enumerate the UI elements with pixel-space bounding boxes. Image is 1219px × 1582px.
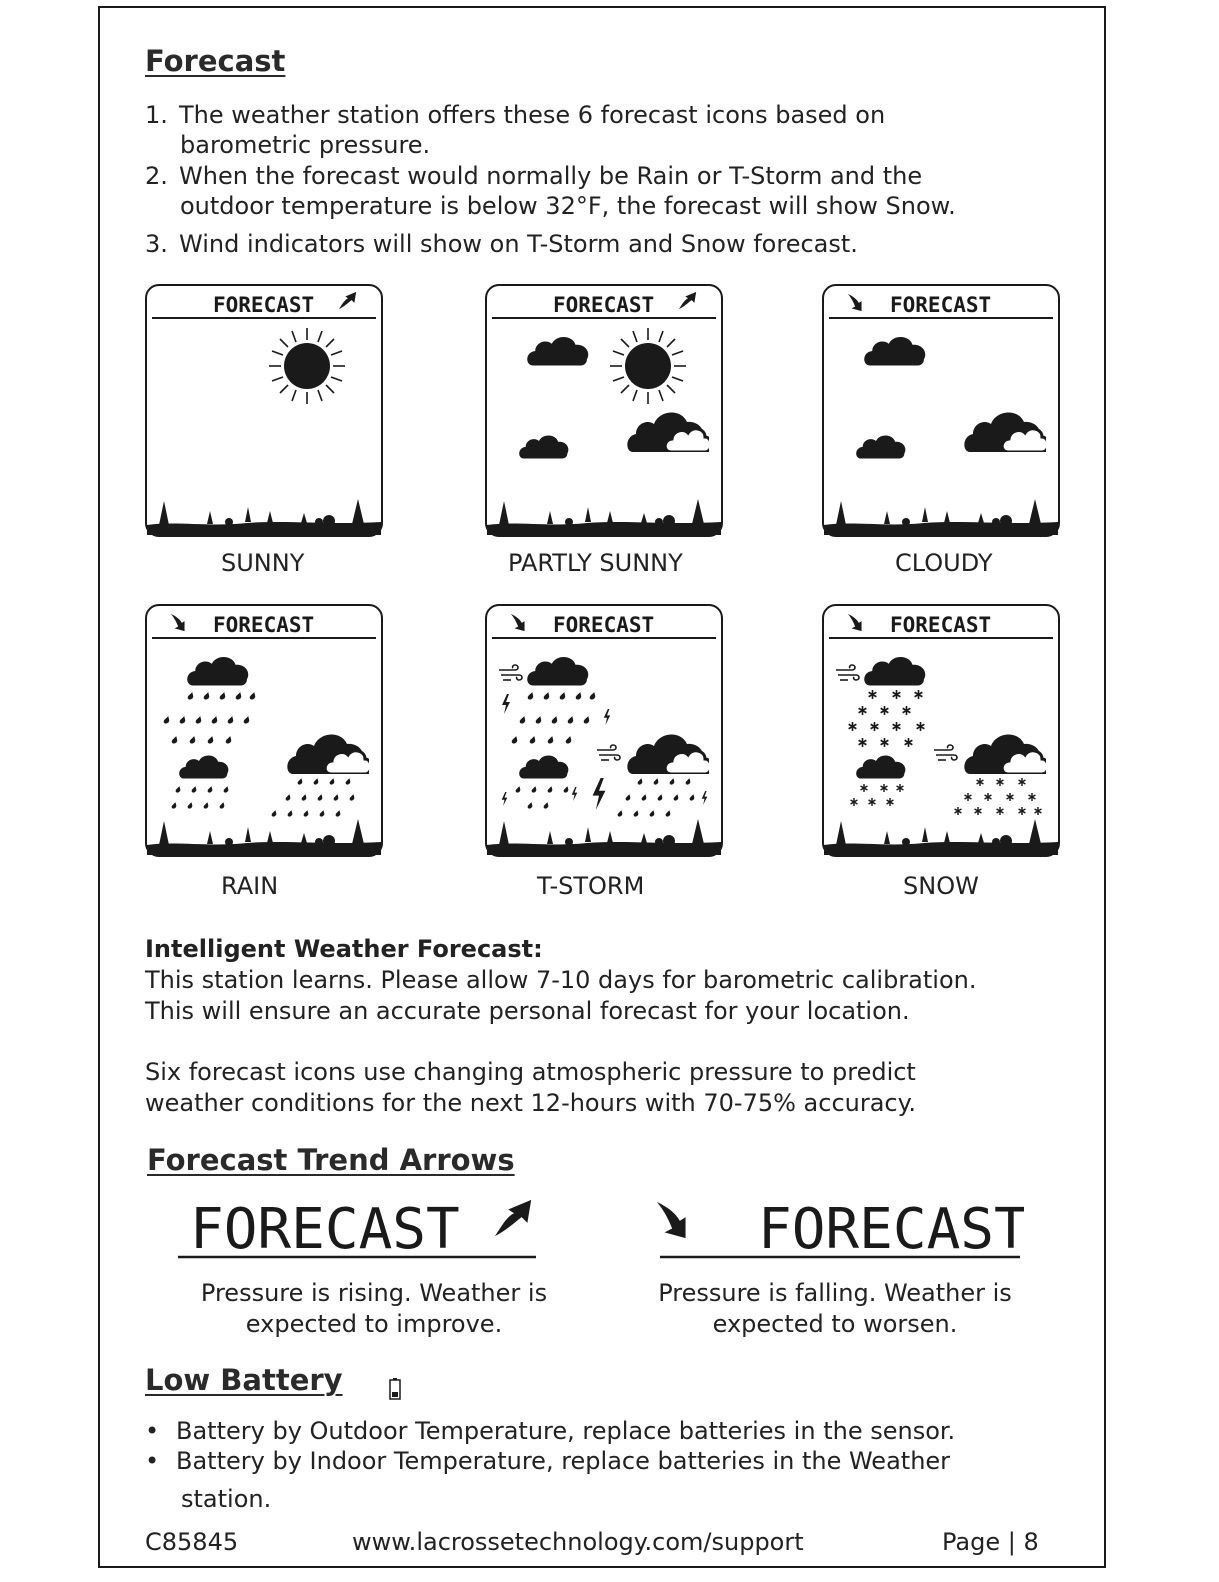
forecast-item-2: [145, 161, 922, 192]
rain-drops-icon: [516, 778, 695, 816]
item-text: Wind indicators will show on T-Storm and Snow forecast.: [179, 230, 858, 258]
battery-bullet-2-cont: station.: [181, 1485, 272, 1513]
rising-line-2: expected to improve.: [245, 1310, 503, 1338]
ground-trees-icon: [487, 819, 721, 855]
wind-icon: [934, 745, 957, 760]
sun-icon: [269, 328, 345, 404]
forecast-panel-rain: [145, 604, 383, 857]
forecast-panel-tstorm: [485, 604, 723, 857]
footer-model: C85845: [145, 1528, 239, 1556]
cloud-icon: [187, 657, 248, 686]
bullet-marker: •: [145, 1417, 160, 1445]
double-cloud-icon: [287, 734, 371, 774]
lightning-bolt-icon: [502, 694, 510, 714]
wind-icon: [597, 745, 620, 760]
double-cloud-icon: [627, 412, 711, 452]
forecast-item-2-cont: outdoor temperature is below 32°F, the forecast will show Snow.: [180, 192, 956, 220]
panel-label: FORECAST: [553, 613, 655, 637]
intelligent-line-2: This will ensure an accurate personal forecast for your location.: [145, 997, 910, 1025]
item-text: When the forecast would normally be Rain or T-Storm and the: [179, 162, 923, 190]
rising-forecast-display: [176, 1192, 540, 1266]
forecast-panel-partly-sunny: [485, 284, 723, 537]
caption-sunny: SUNNY: [221, 549, 305, 577]
falling-description: [638, 1278, 1032, 1340]
caption-partly-sunny: PARTLY SUNNY: [508, 549, 683, 577]
cloud-icon: [519, 435, 568, 458]
low-battery-heading: Low Battery: [145, 1363, 343, 1397]
lightning-bolt-icon: [502, 792, 508, 806]
ground-trees-icon: [824, 499, 1058, 535]
item-number: 1.: [145, 101, 168, 129]
battery-bullet-1: [145, 1416, 955, 1447]
caption-tstorm: T-STORM: [537, 872, 645, 900]
lightning-bolt-icon: [572, 787, 578, 801]
forecast-panel-cloudy: [822, 284, 1060, 537]
trend-down-arrow-icon: [848, 294, 862, 311]
panel-label: FORECAST: [890, 293, 992, 317]
panel-label: FORECAST: [553, 293, 655, 317]
bullet-text: Battery by Indoor Temperature, replace batteries in the Weather: [176, 1447, 951, 1475]
ground-trees-icon: [824, 819, 1058, 855]
forecast-panel-snow: [822, 604, 1060, 857]
bullet-text: Battery by Outdoor Temperature, replace batteries in the sensor.: [176, 1417, 956, 1445]
rain-drops-icon: [164, 692, 256, 743]
trend-down-arrow-icon: [171, 614, 185, 631]
cloud-icon: [179, 755, 228, 778]
caption-rain: RAIN: [221, 872, 279, 900]
rain-drops-icon: [172, 786, 229, 808]
forecast-item-1: [145, 100, 885, 131]
trend-up-arrow-icon: [495, 1200, 531, 1236]
cloud-icon: [856, 435, 905, 458]
panel-label: FORECAST: [213, 293, 315, 317]
double-cloud-icon: [964, 412, 1048, 452]
ground-trees-icon: [147, 499, 381, 535]
ground-trees-icon: [147, 819, 381, 855]
ground-trees-icon: [487, 499, 721, 535]
cloud-icon: [856, 755, 905, 778]
low-battery-icon: [389, 1378, 401, 1400]
rain-drops-icon: [512, 692, 596, 743]
cloud-icon: [864, 657, 925, 686]
rising-line-1: Pressure is rising. Weather is: [200, 1279, 548, 1307]
item-number: 3.: [145, 230, 168, 258]
forecast-item-3: [145, 229, 858, 260]
intelligent-forecast-title: Intelligent Weather Forecast:: [145, 935, 543, 963]
lightning-bolt-icon: [593, 778, 606, 810]
panel-label: FORECAST: [213, 613, 315, 637]
wind-icon: [836, 665, 859, 680]
double-cloud-icon: [627, 734, 711, 774]
trend-down-arrow-icon: [511, 614, 525, 631]
caption-cloudy: CLOUDY: [895, 549, 993, 577]
item-number: 2.: [145, 162, 168, 190]
forecast-heading: Forecast: [145, 44, 286, 78]
caption-snow: SNOW: [903, 872, 979, 900]
wind-icon: [499, 665, 522, 680]
double-cloud-icon: [964, 734, 1048, 774]
lightning-bolt-icon: [702, 791, 708, 805]
intelligent-line-4: weather conditions for the next 12-hours with 70-75% accuracy.: [145, 1089, 917, 1117]
rising-description: [178, 1278, 570, 1340]
trend-down-arrow-icon: [657, 1202, 686, 1238]
cloud-icon: [527, 657, 588, 686]
snowflakes-icon: [851, 784, 904, 806]
cloud-icon: [527, 337, 588, 366]
falling-forecast-label: FORECAST: [758, 1197, 1024, 1262]
lightning-bolt-icon: [604, 709, 610, 725]
footer-support-link[interactable]: www.lacrossetechnology.com/support: [352, 1528, 804, 1556]
forecast-item-1-cont: barometric pressure.: [180, 131, 431, 159]
falling-line-1: Pressure is falling. Weather is: [658, 1279, 1012, 1307]
item-text: The weather station offers these 6 forecast icons based on: [179, 101, 886, 129]
intelligent-line-3: Six forecast icons use changing atmospheric pressure to predict: [145, 1058, 916, 1086]
rain-drops-icon: [272, 778, 355, 816]
panel-label: FORECAST: [890, 613, 992, 637]
trend-up-arrow-icon: [339, 292, 356, 309]
intelligent-line-1: This station learns. Please allow 7-10 days for barometric calibration.: [145, 966, 977, 994]
trend-up-arrow-icon: [679, 292, 696, 309]
battery-bullet-2: [145, 1446, 950, 1477]
snowflakes-icon: [955, 778, 1042, 815]
rising-forecast-label: FORECAST: [190, 1197, 460, 1262]
bullet-marker: •: [145, 1447, 160, 1475]
cloud-icon: [519, 755, 568, 778]
footer-page-number: Page | 8: [942, 1528, 1039, 1556]
snowflakes-icon: [849, 690, 925, 747]
falling-line-2: expected to worsen.: [712, 1310, 958, 1338]
trend-down-arrow-icon: [848, 614, 862, 631]
trend-arrows-heading: Forecast Trend Arrows: [147, 1143, 515, 1177]
sun-icon: [610, 328, 686, 404]
falling-forecast-display: [652, 1192, 1024, 1266]
cloud-icon: [864, 337, 925, 366]
forecast-panel-sunny: [145, 284, 383, 537]
